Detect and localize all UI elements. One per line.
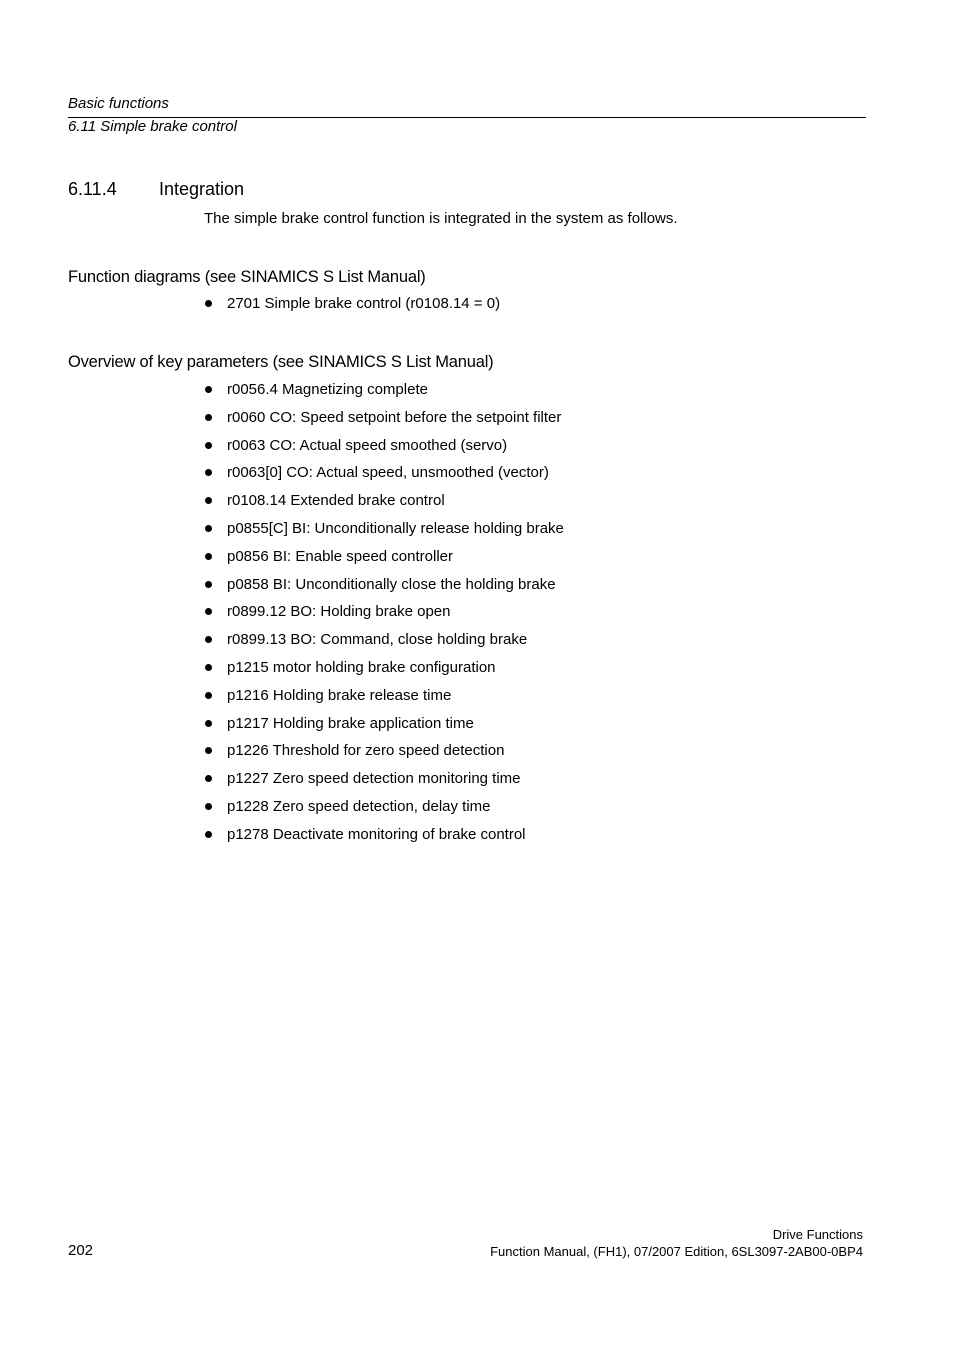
bullet-icon [205,747,212,754]
bullet-icon [205,581,212,588]
section-number: 6.11.4 [68,179,117,199]
list-item-text: p1215 motor holding brake configuration [227,658,496,676]
bullet-icon [205,803,212,810]
bullet-icon [205,636,212,643]
list-item [204,798,564,826]
bullet-icon [205,720,212,727]
list-item-text: p1216 Holding brake release time [227,686,452,704]
list-item-text: p1226 Threshold for zero speed detection [227,742,505,760]
bullet-icon [205,831,212,838]
header-section: 6.11 Simple brake control [68,118,237,135]
list-item [204,770,564,798]
function-diagrams-list [204,295,500,323]
list-item-text: r0063 CO: Actual speed smoothed (servo) [227,436,508,454]
list-item [204,548,564,576]
bullet-icon [205,386,212,393]
list-item [204,464,564,492]
list-item-text: r0063[0] CO: Actual speed, unsmoothed (vector) [227,464,549,482]
intro-paragraph: The simple brake control function is integrated in the system as follows. [204,210,678,227]
list-item [204,492,564,520]
list-item [204,437,564,465]
list-item-text: p1278 Deactivate monitoring of brake control [227,825,526,843]
footer-doc-title: Drive Functions [772,1227,863,1242]
list-item-text: 2701 Simple brake control (r0108.14 = 0) [227,295,501,312]
header-chapter: Basic functions [68,95,169,112]
list-item-text: r0108.14 Extended brake control [227,492,445,510]
page-number: 202 [68,1242,94,1259]
bullet-icon [205,414,212,421]
bullet-icon [205,775,212,782]
bullet-icon [205,553,212,560]
list-item [204,826,564,854]
list-item [204,576,564,604]
key-parameters-list [204,381,564,854]
bullet-icon [205,469,212,476]
list-item [204,631,564,659]
list-item-text: r0056.4 Magnetizing complete [227,381,428,398]
list-item [204,742,564,770]
bullet-icon [205,497,212,504]
bullet-icon [205,442,212,449]
list-item-text: p0855[C] BI: Unconditionally release holding brake [227,519,564,537]
list-item [204,715,564,743]
bullet-icon [205,664,212,671]
list-item-text: p1217 Holding brake application time [227,714,474,732]
function-diagrams-heading: Function diagrams (see SINAMICS S List Manual) [68,268,426,286]
footer-doc-info: Function Manual, (FH1), 07/2007 Edition, 6SL3097-2AB00-0BP4 [490,1244,863,1259]
bullet-icon [205,300,212,307]
section-title: Integration [159,179,245,199]
list-item [204,295,500,323]
list-item [204,381,564,409]
bullet-icon [205,692,212,699]
list-item [204,520,564,548]
list-item [204,687,564,715]
list-item-text: p0856 BI: Enable speed controller [227,547,453,565]
list-item-text: r0899.12 BO: Holding brake open [227,603,451,621]
list-item [204,603,564,631]
key-parameters-heading: Overview of key parameters (see SINAMICS S List Manual) [68,353,494,371]
list-item [204,659,564,687]
list-item-text: p1228 Zero speed detection, delay time [227,797,491,815]
bullet-icon [205,608,212,615]
list-item-text: r0060 CO: Speed setpoint before the setpoint filter [227,408,562,426]
list-item [204,409,564,437]
list-item-text: p0858 BI: Unconditionally close the holding brake [227,575,556,593]
list-item-text: r0899.13 BO: Command, close holding brake [227,631,528,649]
bullet-icon [205,525,212,532]
list-item-text: p1227 Zero speed detection monitoring time [227,770,521,788]
